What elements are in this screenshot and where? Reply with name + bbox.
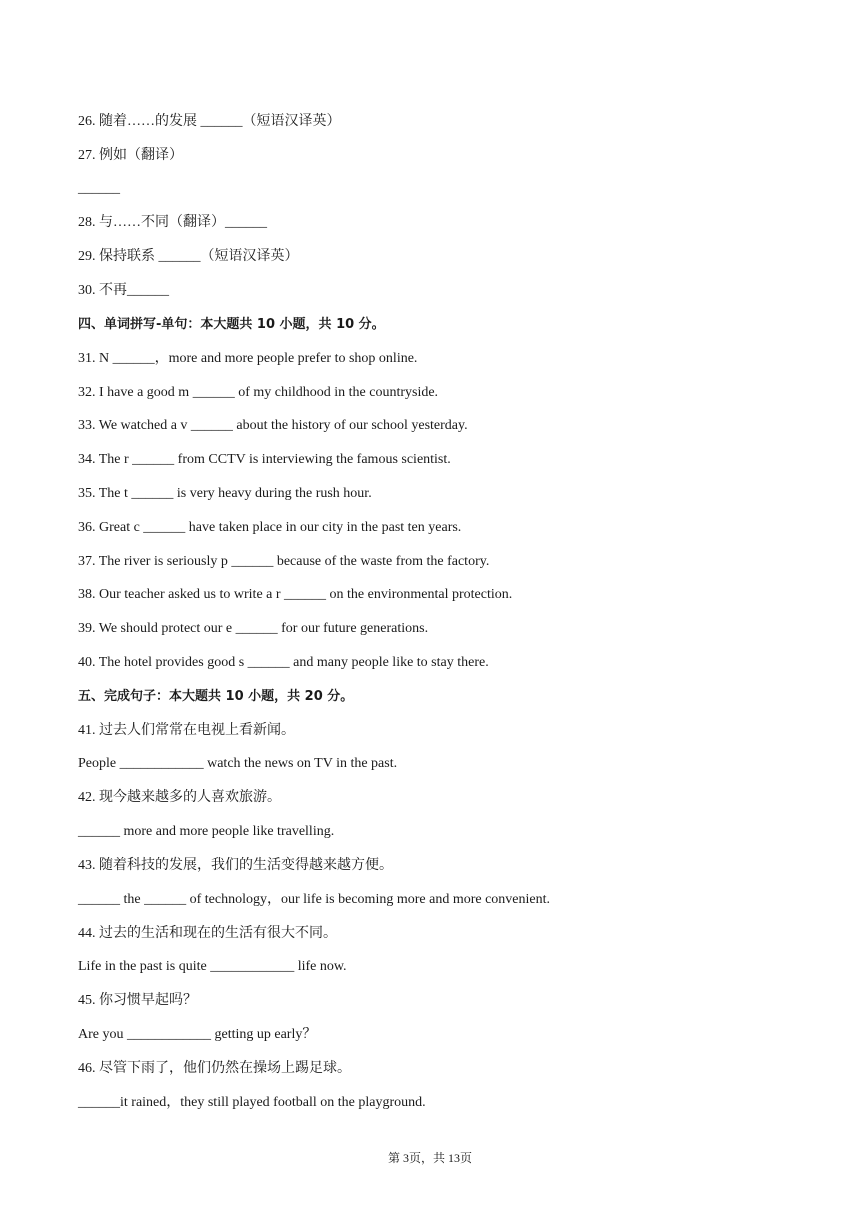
question-45: 45. 你习惯早起吗？ xyxy=(78,993,197,1008)
question-30: 30. 不再______ xyxy=(78,283,169,298)
question-27: 27. 例如（翻译） xyxy=(78,148,183,163)
question-46: 46. 尽管下雨了，他们仍然在操场上踢足球。 xyxy=(78,1061,351,1076)
answer-41: People ____________ watch the news on TV in the past. xyxy=(78,756,398,771)
answer-45: Are you ____________ getting up early？ xyxy=(78,1027,317,1042)
answer-44: Life in the past is quite ____________ life now. xyxy=(78,959,347,974)
question-42: 42. 现今越来越多的人喜欢旅游。 xyxy=(78,790,281,805)
answer-46: ______it rained，they still played football on the playground. xyxy=(78,1095,426,1110)
page-footer: 第 3页，共 13页 xyxy=(387,1151,472,1165)
answer-43: ______ the ______ of technology，our life is becoming more and more convenient. xyxy=(78,892,551,907)
question-31: 31. N ______，more and more people prefer to shop online. xyxy=(78,351,418,366)
answer-42: ______ more and more people like travelling. xyxy=(78,824,335,839)
question-44: 44. 过去的生活和现在的生活有很大不同。 xyxy=(78,926,337,941)
question-39: 39. We should protect our e ______ for our future generations. xyxy=(78,621,429,636)
question-37: 37. The river is seriously p ______ because of the waste from the factory. xyxy=(78,554,490,569)
question-38: 38. Our teacher asked us to write a r ______ on the environmental protection. xyxy=(78,587,513,602)
question-34: 34. The r ______ from CCTV is interviewing the famous scientist. xyxy=(78,452,451,467)
question-26: 26. 随着……的发展 ______（短语汉译英） xyxy=(78,114,341,129)
section-heading-5: 五、完成句子：本大题共 10 小题，共 20 分。 xyxy=(78,689,354,704)
question-41: 41. 过去人们常常在电视上看新闻。 xyxy=(78,723,295,738)
question-33: 33. We watched a v ______ about the history of our school yesterday. xyxy=(78,418,468,433)
question-36: 36. Great c ______ have taken place in our city in the past ten years. xyxy=(78,520,462,535)
question-32: 32. I have a good m ______ of my childhood in the countryside. xyxy=(78,385,439,400)
question-29: 29. 保持联系 ______（短语汉译英） xyxy=(78,249,299,264)
question-40: 40. The hotel provides good s ______ and many people like to stay there. xyxy=(78,655,489,670)
answer-blank-27: ______ xyxy=(78,181,120,196)
section-heading-4: 四、单词拼写-单句：本大题共 10 小题，共 10 分。 xyxy=(78,317,385,332)
question-35: 35. The t ______ is very heavy during the rush hour. xyxy=(78,486,372,501)
question-43: 43. 随着科技的发展，我们的生活变得越来越方便。 xyxy=(78,858,393,873)
question-28: 28. 与……不同（翻译）______ xyxy=(78,215,267,230)
